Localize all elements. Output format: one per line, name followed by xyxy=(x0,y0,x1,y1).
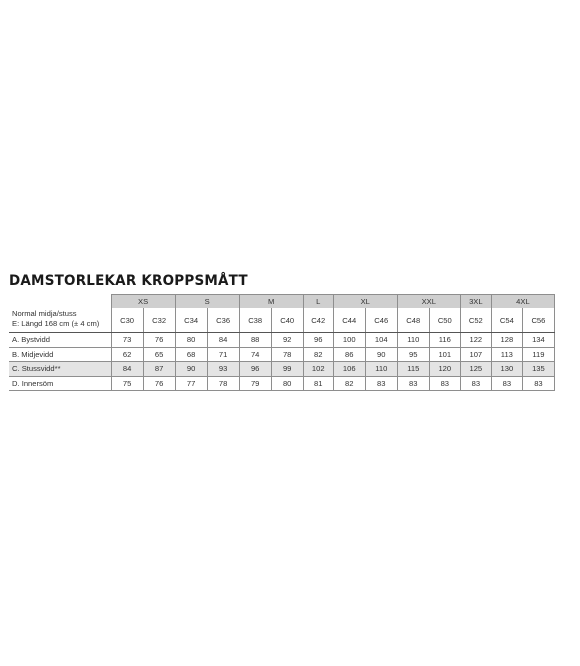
measurement-cell: 135 xyxy=(522,362,554,377)
table-header-label xyxy=(9,295,111,333)
measurement-cell: 76 xyxy=(143,333,175,348)
size-code-cell: C40 xyxy=(271,308,303,333)
measurement-cell: 78 xyxy=(271,347,303,362)
measurement-cell: 87 xyxy=(143,362,175,377)
measurement-cell: 84 xyxy=(111,362,143,377)
table-row xyxy=(9,333,555,348)
measurement-cell: 93 xyxy=(207,362,239,377)
measurement-cell: 80 xyxy=(271,376,303,391)
measurement-cell: 83 xyxy=(429,376,460,391)
size-code-cell: C42 xyxy=(303,308,333,333)
measurement-cell: 79 xyxy=(239,376,271,391)
measurement-cell: 83 xyxy=(491,376,522,391)
measurement-cell: 92 xyxy=(271,333,303,348)
measurement-cell: 86 xyxy=(333,347,365,362)
measurement-cell: 96 xyxy=(303,333,333,348)
measurement-cell: 90 xyxy=(175,362,207,377)
measurement-cell: 119 xyxy=(522,347,554,362)
size-code-cell: C32 xyxy=(143,308,175,333)
size-group-header: XL xyxy=(333,295,397,309)
size-code-cell: C34 xyxy=(175,308,207,333)
measurement-cell: 71 xyxy=(207,347,239,362)
measurement-cell: 78 xyxy=(207,376,239,391)
size-code-cell: C52 xyxy=(460,308,491,333)
header-label-line2: E: Längd 168 cm (± 4 cm) xyxy=(12,318,100,328)
measurement-cell: 122 xyxy=(460,333,491,348)
measurement-cell: 120 xyxy=(429,362,460,377)
table-row xyxy=(9,347,555,362)
measurement-cell: 95 xyxy=(397,347,429,362)
measurement-cell: 134 xyxy=(522,333,554,348)
measurement-cell: 83 xyxy=(365,376,397,391)
size-code-cell: C48 xyxy=(397,308,429,333)
measurement-cell: 83 xyxy=(460,376,491,391)
row-label: D. Innersöm xyxy=(9,376,111,391)
measurement-cell: 77 xyxy=(175,376,207,391)
measurement-cell: 81 xyxy=(303,376,333,391)
measurement-cell: 125 xyxy=(460,362,491,377)
size-group-header: XS xyxy=(111,295,175,309)
size-code-cell: C36 xyxy=(207,308,239,333)
measurement-cell: 74 xyxy=(239,347,271,362)
measurement-cell: 102 xyxy=(303,362,333,377)
page-title: DAMSTORLEKAR KROPPSMÅTT xyxy=(9,272,248,290)
size-group-header: XXL xyxy=(397,295,460,309)
measurement-cell: 107 xyxy=(460,347,491,362)
row-label: C. Stussvidd** xyxy=(9,362,111,377)
measurement-cell: 62 xyxy=(111,347,143,362)
table-row xyxy=(9,362,555,377)
measurement-cell: 130 xyxy=(491,362,522,377)
size-code-cell: C50 xyxy=(429,308,460,333)
size-code-cell: C30 xyxy=(111,308,143,333)
measurement-cell: 73 xyxy=(111,333,143,348)
measurement-cell: 82 xyxy=(333,376,365,391)
measurement-cell: 76 xyxy=(143,376,175,391)
size-code-cell: C54 xyxy=(491,308,522,333)
measurement-cell: 96 xyxy=(239,362,271,377)
measurement-cell: 88 xyxy=(239,333,271,348)
measurement-cell: 82 xyxy=(303,347,333,362)
measurement-cell: 104 xyxy=(365,333,397,348)
measurement-cell: 128 xyxy=(491,333,522,348)
size-table-body xyxy=(9,295,555,391)
measurement-cell: 90 xyxy=(365,347,397,362)
size-table xyxy=(9,294,555,391)
measurement-cell: 106 xyxy=(333,362,365,377)
size-group-header: 3XL xyxy=(460,295,491,309)
measurement-cell: 83 xyxy=(522,376,554,391)
measurement-cell: 101 xyxy=(429,347,460,362)
measurement-cell: 83 xyxy=(397,376,429,391)
measurement-cell: 110 xyxy=(365,362,397,377)
table-row xyxy=(9,376,555,391)
measurement-cell: 80 xyxy=(175,333,207,348)
size-group-header: L xyxy=(303,295,333,309)
size-code-cell: C56 xyxy=(522,308,554,333)
row-label: A. Bystvidd xyxy=(9,333,111,348)
measurement-cell: 75 xyxy=(111,376,143,391)
row-label: B. Midjevidd xyxy=(9,347,111,362)
measurement-cell: 65 xyxy=(143,347,175,362)
measurement-cell: 113 xyxy=(491,347,522,362)
measurement-cell: 115 xyxy=(397,362,429,377)
size-code-cell: C38 xyxy=(239,308,271,333)
measurement-cell: 100 xyxy=(333,333,365,348)
size-group-header: 4XL xyxy=(491,295,554,309)
header-label-line1: Normal midja/stuss xyxy=(12,308,77,318)
size-group-header: M xyxy=(239,295,303,309)
measurement-cell: 84 xyxy=(207,333,239,348)
measurement-cell: 68 xyxy=(175,347,207,362)
measurement-cell: 99 xyxy=(271,362,303,377)
size-group-header: S xyxy=(175,295,239,309)
size-code-cell: C44 xyxy=(333,308,365,333)
measurement-cell: 116 xyxy=(429,333,460,348)
size-group-row xyxy=(9,295,555,309)
measurement-cell: 110 xyxy=(397,333,429,348)
size-code-cell: C46 xyxy=(365,308,397,333)
